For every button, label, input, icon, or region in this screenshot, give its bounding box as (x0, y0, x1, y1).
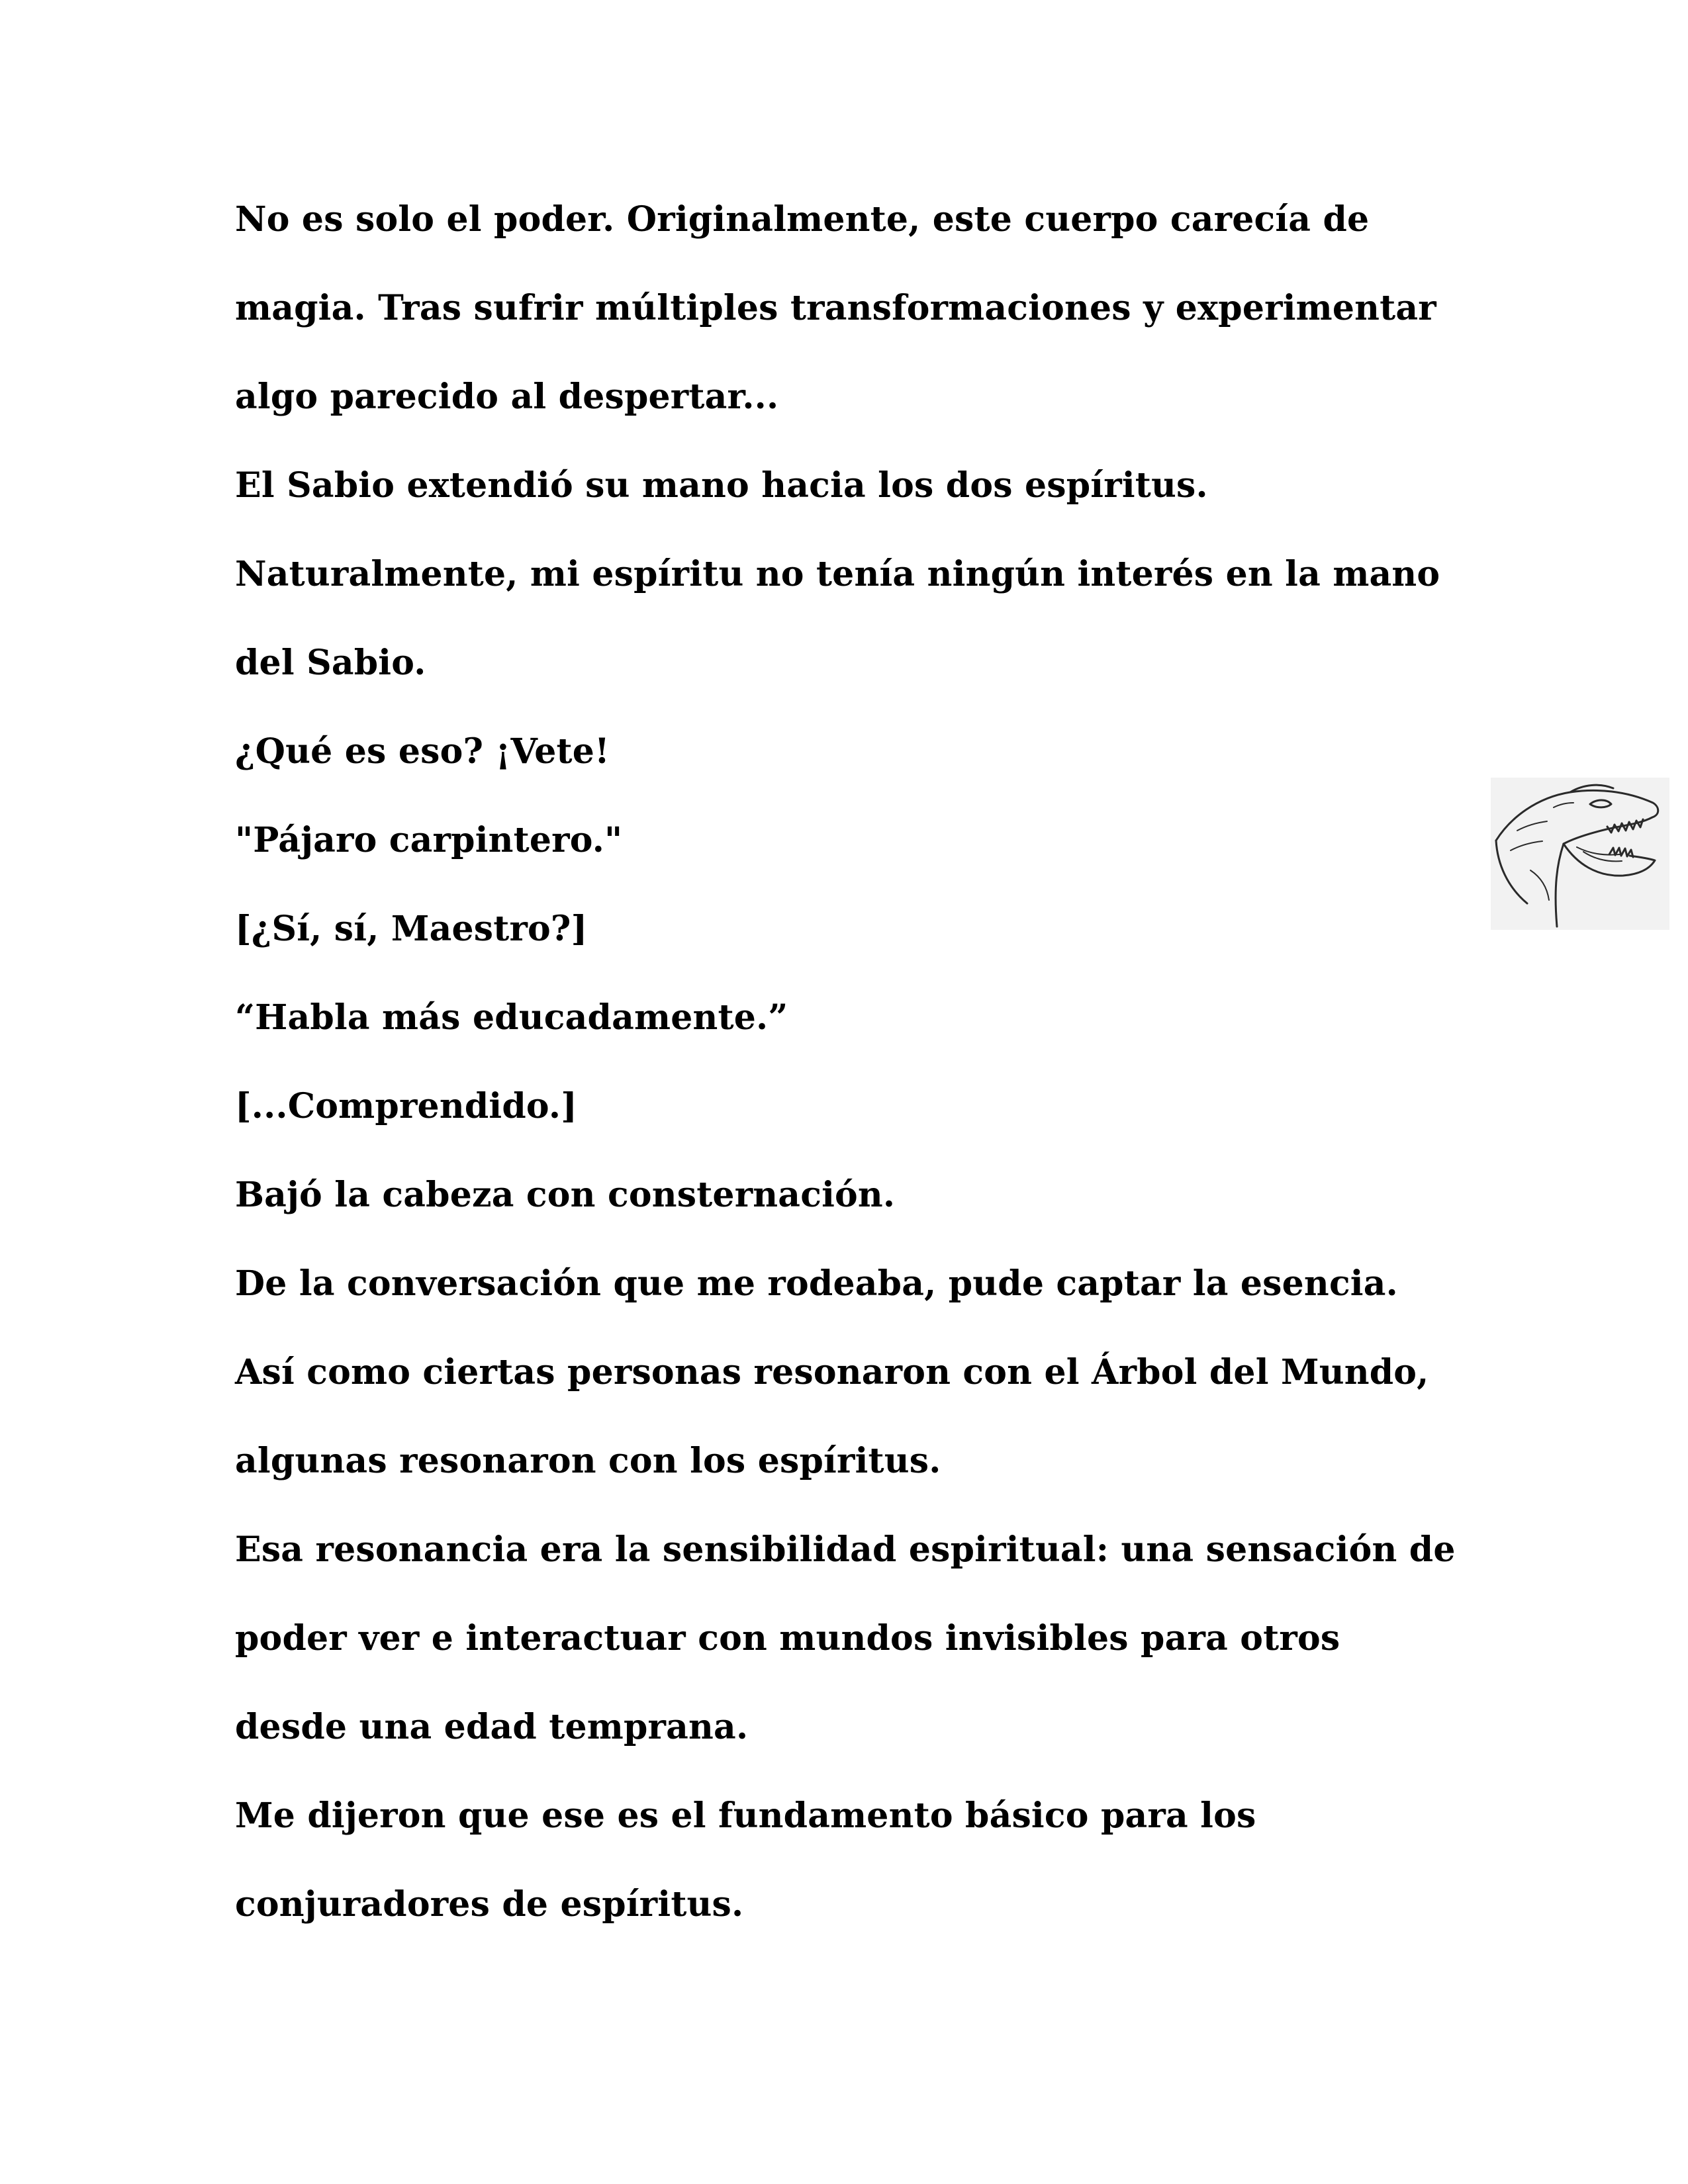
text-line: conjuradores de espíritus. (235, 1884, 744, 1925)
dinosaur-head-sketch-icon (1491, 778, 1669, 930)
text-line: De la conversación que me rodeaba, pude captar la esencia. (235, 1263, 1398, 1304)
text-line: [...Comprendido.] (235, 1086, 578, 1126)
text-line: algo parecido al despertar... (235, 377, 779, 417)
text-line: Me dijeron que ese es el fundamento básico para los (235, 1796, 1256, 1836)
text-line: No es solo el poder. Originalmente, este cuerpo carecía de (235, 199, 1370, 240)
text-line: El Sabio extendió su mano hacia los dos espíritus. (235, 465, 1208, 506)
text-line: desde una edad temprana. (235, 1707, 749, 1747)
text-line: ¿Qué es eso? ¡Vete! (235, 731, 610, 772)
text-line: poder ver e interactuar con mundos invisibles para otros (235, 1618, 1340, 1659)
text-line: Esa resonancia era la sensibilidad espiritual: una sensación de (235, 1529, 1456, 1570)
text-line: [¿Sí, sí, Maestro?] (235, 909, 588, 949)
text-line: magia. Tras sufrir múltiples transformaciones y experimentar (235, 288, 1436, 328)
text-line: "Pájaro carpintero." (235, 820, 623, 860)
text-line: algunas resonaron con los espíritus. (235, 1441, 941, 1481)
text-line: del Sabio. (235, 643, 426, 683)
text-line: Naturalmente, mi espíritu no tenía ningún interés en la mano (235, 554, 1440, 594)
text-line: Así como ciertas personas resonaron con el Árbol del Mundo, (235, 1352, 1429, 1392)
document-text (235, 192, 1493, 1966)
text-line: “Habla más educadamente.” (235, 997, 788, 1038)
text-line: Bajó la cabeza con consternación. (235, 1175, 896, 1215)
